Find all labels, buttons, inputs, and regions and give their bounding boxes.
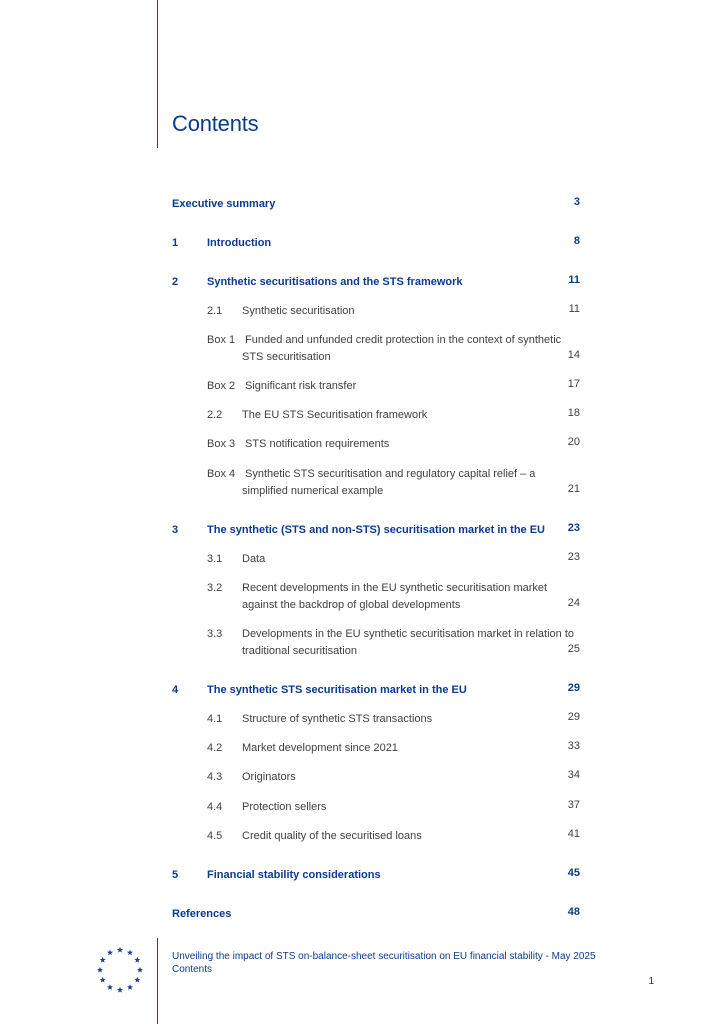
flag-star (107, 949, 113, 955)
toc-label-line2: STS securitisation (242, 351, 331, 363)
flag-star (107, 984, 113, 990)
footer-section-line: Contents (172, 964, 213, 975)
flag-star (117, 987, 123, 993)
toc-label: Financial stability considerations (207, 869, 381, 881)
toc-number: Box 4 (207, 468, 236, 480)
toc-label: Market development since 2021 (242, 742, 398, 754)
flag-star (97, 967, 103, 973)
toc-label: Synthetic securitisation (242, 305, 355, 317)
toc-label-line2: simplified numerical example (242, 485, 384, 497)
toc-number: 2 (172, 276, 179, 288)
toc-number: 4.5 (207, 830, 223, 842)
toc-page: 48 (567, 906, 580, 918)
toc-page: 37 (567, 799, 580, 811)
toc-number: Box 3 (207, 438, 236, 450)
flag-star (100, 957, 106, 963)
toc-page: 41 (567, 828, 580, 840)
toc-number: 4.1 (207, 713, 223, 725)
margin-rule-top (157, 0, 158, 148)
page-number: 1 (648, 976, 654, 987)
toc-label: References (172, 908, 232, 920)
toc-number: 3.2 (207, 582, 223, 594)
toc-page: 17 (567, 378, 580, 390)
toc-label: Significant risk transfer (245, 380, 357, 392)
footer-title-line: Unveiling the impact of STS on-balance-sheet securitisation on EU financial stability - May 2025 (172, 951, 596, 962)
toc-page: 11 (568, 274, 580, 286)
toc-number: Box 2 (207, 380, 236, 392)
toc-number: 4.3 (207, 771, 223, 783)
toc-page: 33 (567, 740, 580, 752)
toc-page: 29 (567, 682, 580, 694)
toc-page: 21 (567, 483, 580, 495)
toc-page: 25 (567, 643, 580, 655)
toc-number: 4.2 (207, 742, 223, 754)
toc-label-line2: against the backdrop of global developments (242, 599, 461, 611)
margin-rule-bottom (157, 938, 158, 1024)
toc-number: 2.1 (207, 305, 223, 317)
flag-star (117, 947, 123, 953)
toc-page: 23 (567, 522, 580, 534)
toc-label-line2: traditional securitisation (242, 645, 357, 657)
toc-label-line1: Developments in the EU synthetic securitisation market in relation to (242, 628, 574, 640)
flag-star (134, 977, 140, 983)
toc-number: 4.4 (207, 801, 223, 813)
toc-page: 14 (567, 349, 580, 361)
toc-label: Protection sellers (242, 801, 327, 813)
toc-page: 8 (573, 235, 580, 247)
toc-label-line1: Funded and unfunded credit protection in the context of synthetic (245, 334, 562, 346)
toc-page: 20 (567, 436, 580, 448)
toc-page: 29 (567, 711, 580, 723)
toc-label: The synthetic (STS and non-STS) securitisation market in the EU (207, 524, 545, 536)
toc-page: 3 (573, 196, 580, 208)
toc-number: 1 (172, 237, 179, 249)
toc-page: 18 (567, 407, 580, 419)
toc-number: 3.3 (207, 628, 223, 640)
toc-label-line1: Recent developments in the EU synthetic securitisation market (242, 582, 548, 594)
flag-star (100, 977, 106, 983)
toc-number: 3.1 (207, 553, 223, 565)
toc-page: 45 (567, 867, 580, 879)
toc-label-line1: Synthetic STS securitisation and regulatory capital relief – a (245, 468, 536, 480)
flag-star (127, 984, 133, 990)
flag-star (127, 949, 133, 955)
eu-flag-icon (94, 944, 146, 996)
page-title: Contents (172, 111, 259, 136)
toc-label: The EU STS Securitisation framework (242, 409, 428, 421)
toc-number: Box 1 (207, 334, 236, 346)
toc-label: STS notification requirements (245, 438, 390, 450)
toc-number: 3 (172, 524, 179, 536)
toc-label: The synthetic STS securitisation market in the EU (207, 684, 467, 696)
flag-star (134, 957, 140, 963)
toc-label: Structure of synthetic STS transactions (242, 713, 433, 725)
flag-star (137, 967, 143, 973)
toc-number: 2.2 (207, 409, 223, 421)
toc-page: 24 (567, 597, 580, 609)
toc-number: 4 (172, 684, 179, 696)
toc-page: 23 (567, 551, 580, 563)
toc-label: Synthetic securitisations and the STS framework (207, 276, 463, 288)
toc-page: 34 (567, 769, 580, 781)
toc-label: Data (242, 553, 266, 565)
toc-label: Introduction (207, 237, 272, 249)
toc-label: Executive summary (172, 198, 276, 210)
toc-label: Credit quality of the securitised loans (242, 830, 422, 842)
toc-number: 5 (172, 869, 179, 881)
footer-running-title (172, 950, 596, 976)
toc-page: 11 (568, 303, 580, 315)
toc-label: Originators (242, 771, 296, 783)
